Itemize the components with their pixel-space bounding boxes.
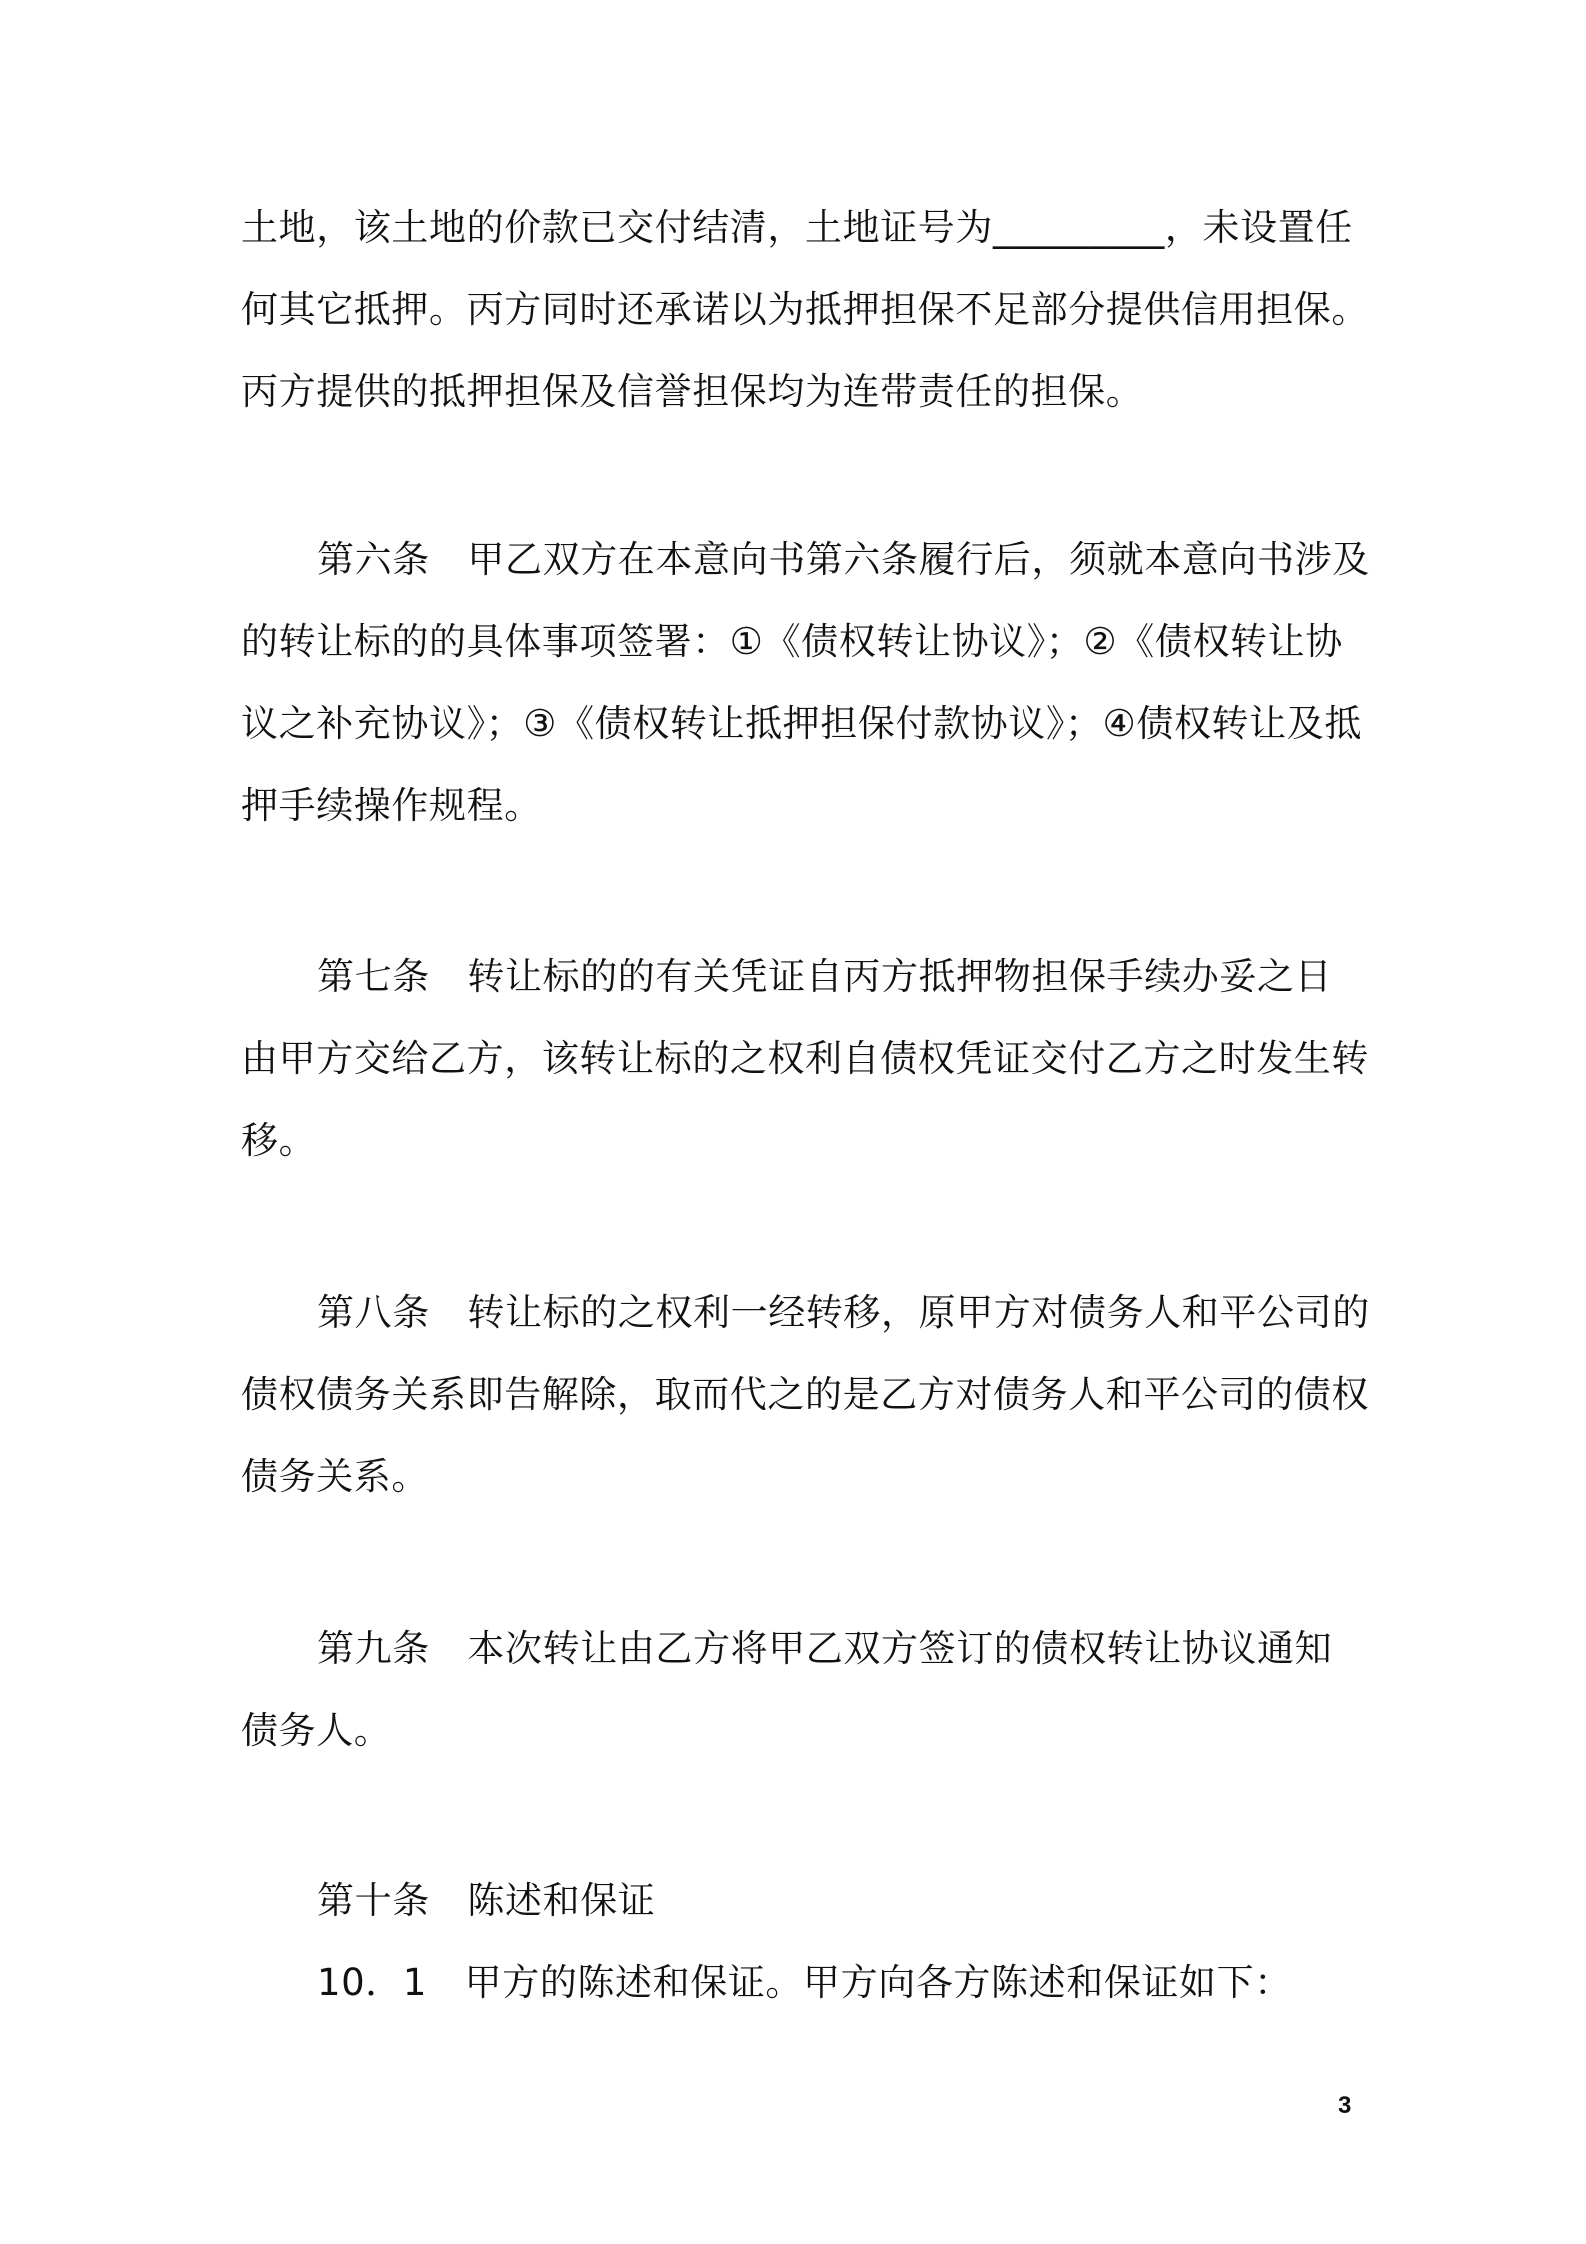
article-6-line-3: 议之补充协议》；③《债权转让抵押担保付款协议》；④债权转让及抵 [241,702,1362,745]
article-6-line-1: 第六条 甲乙双方在本意向书第六条履行后，须就本意向书涉及 [317,538,1370,581]
article-8-line-3: 债务关系。 [241,1455,429,1498]
article-8-line-2: 债权债务关系即告解除，取而代之的是乙方对债务人和平公司的债权 [241,1373,1369,1416]
article-7-line-2: 由甲方交给乙方，该转让标的之权利自债权凭证交付乙方之时发生转 [241,1037,1369,1080]
clause-10-1-line: 10．1 甲方的陈述和保证。甲方向各方陈述和保证如下： [317,1961,1292,2004]
paragraph-5-line-2: 何其它抵押。丙方同时还承诺以为抵押担保不足部分提供信用担保。 [241,288,1369,331]
paragraph-5-line-1: 土地，该土地的价款已交付结清，土地证号为_________，未设置任 [241,206,1353,249]
article-6-line-2: 的转让标的的具体事项签署：①《债权转让协议》；②《债权转让协 [241,620,1343,663]
article-10-heading: 第十条 陈述和保证 [317,1879,656,1922]
article-7-line-1: 第七条 转让标的的有关凭证自丙方抵押物担保手续办妥之日 [317,955,1333,998]
article-9-line-2: 债务人。 [241,1709,392,1752]
article-6-line-4: 押手续操作规程。 [241,784,542,827]
paragraph-5-line-3: 丙方提供的抵押担保及信誉担保均为连带责任的担保。 [241,370,1144,413]
article-9-line-1: 第九条 本次转让由乙方将甲乙双方签订的债权转让协议通知 [317,1627,1333,1670]
article-8-line-1: 第八条 转让标的之权利一经转移，原甲方对债务人和平公司的 [317,1291,1370,1334]
article-7-line-3: 移。 [241,1119,317,1162]
page-number: 3 [1338,2092,1352,2119]
